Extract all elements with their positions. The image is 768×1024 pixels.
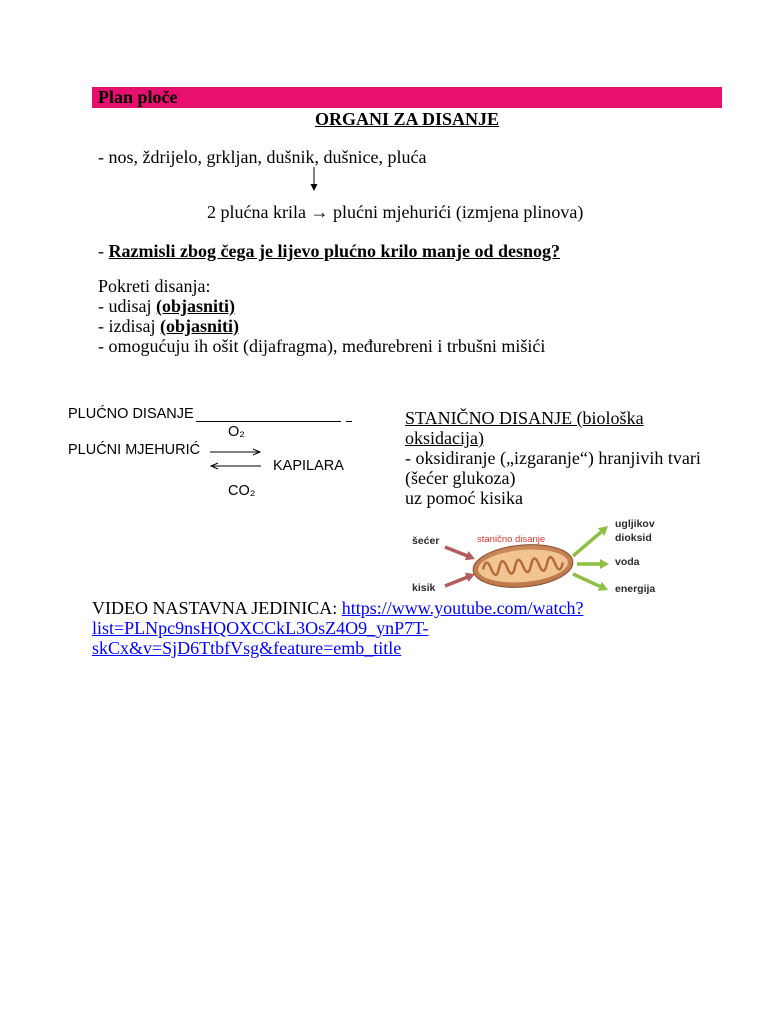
carbon-dioxide-output-label: dioksid	[615, 532, 652, 544]
organs-line: - nos, ždrijelo, grkljan, dušnik, dušnice, pluća	[98, 147, 427, 167]
pulmonary-underline	[196, 421, 341, 422]
carbon-dioxide-output-label: ugljikov	[615, 518, 655, 530]
exhale-note: (objasniti)	[159, 316, 239, 336]
oxygen-label: O₂	[228, 424, 245, 440]
cellular-line: - oksidiranje („izgaranje“) hranjivih tvari	[405, 448, 701, 468]
right-arrow-icon	[210, 449, 260, 455]
lungs-line: 2 plućna krila → plućni mjehurići (izmjena plinova)	[207, 202, 584, 222]
mitochondria-figure	[405, 514, 665, 598]
oxygen-input-label: kisik	[412, 582, 436, 594]
alveolus-label: PLUĆNI MJEHURIĆ	[68, 442, 201, 458]
video-lesson	[92, 598, 584, 658]
process-label: stanično disanje	[477, 534, 546, 545]
exchange-arrows	[206, 444, 266, 474]
plan-title: Plan ploče	[98, 87, 178, 107]
down-arrow-icon	[309, 166, 319, 192]
video-link-line[interactable]: list=PLNpc9nsHQOXCCkL3OsZ4O9_ynP7T-	[92, 618, 429, 638]
inhale-item	[98, 296, 545, 316]
sugar-label: šećer	[412, 535, 440, 547]
carbon-dioxide-label: CO₂	[228, 483, 256, 499]
inhale-text: - udisaj	[98, 296, 152, 316]
breathing-movements	[98, 276, 545, 356]
water-output-label: voda	[615, 556, 640, 568]
cellular-line: uz pomoć kisika	[405, 488, 523, 508]
video-link-line[interactable]: skCx&v=SjD6TtbfVsg&feature=emb_title	[92, 638, 402, 658]
section-heading: ORGANI ZA DISANJE	[314, 109, 500, 129]
left-arrow-icon	[211, 463, 261, 469]
pulmonary-underline-end	[346, 421, 352, 422]
question-text: Razmisli zbog čega je lijevo plućno krilo manje od desnog?	[108, 241, 560, 261]
video-link-line[interactable]: https://www.youtube.com/watch?	[341, 598, 584, 618]
exhale-item	[98, 316, 545, 336]
question-line	[98, 241, 560, 261]
capillary-label: KAPILARA	[273, 458, 344, 474]
exhale-text: - izdisaj	[98, 316, 156, 336]
cellular-line: (šećer glukoza)	[405, 468, 516, 488]
breathing-title: Pokreti disanja:	[98, 276, 211, 296]
muscles-item: - omogućuju ih ošit (dijafragma), međurebreni i trbušni mišići	[98, 336, 546, 356]
video-label: VIDEO NASTAVNA JEDINICA:	[92, 598, 338, 618]
pulmonary-breathing-label: PLUĆNO DISANJE	[68, 406, 194, 422]
cellular-title-line: oksidacija)	[405, 428, 484, 448]
cellular-respiration	[405, 408, 701, 508]
inhale-note: (objasniti)	[156, 296, 236, 316]
energy-output-label: energija	[615, 583, 656, 595]
plan-header-bar	[92, 87, 722, 108]
question-bullet: -	[98, 241, 104, 261]
cellular-title-line: STANIČNO DISANJE (biološka	[405, 408, 644, 428]
